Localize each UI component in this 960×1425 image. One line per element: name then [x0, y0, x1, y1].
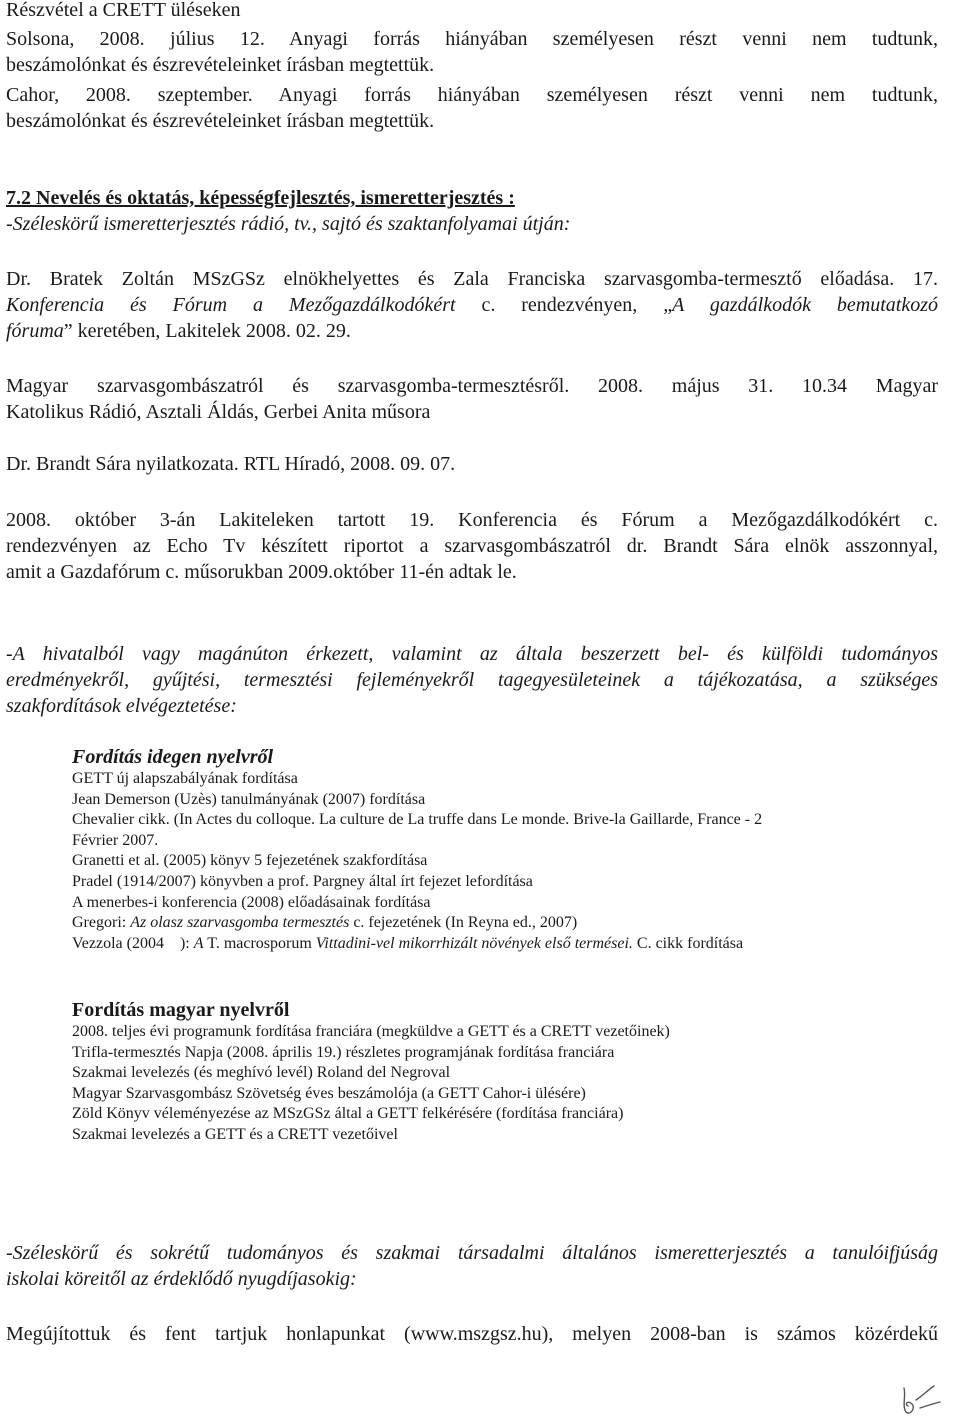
vezzola-label: Vezzola (2004 ): [72, 934, 194, 952]
bratek-line-1: Dr. Bratek Zoltán MSzGSz elnökhelyettes és Zala Franciska szarvasgomba-termesztő előadása. 17. [6, 268, 938, 290]
cahor-line-1: Cahor, 2008. szeptember. Anyagi forrás hiányában személyesen részt venni nem tudtunk, [6, 84, 938, 106]
solsona-line-1: Solsona, 2008. július 12. Anyagi forrás hiányában személyesen részt venni nem tudtunk, [6, 28, 938, 50]
list-item-gregori [72, 913, 938, 934]
list-item: Szakmai levelezés a GETT és a CRETT vezetőivel [72, 1125, 398, 1143]
vezzola-species: T. macrosporum [203, 934, 316, 952]
bratek-line-3-text: ” keretében, Lakitelek 2008. 02. 29. [63, 320, 351, 342]
section-7-2-heading: 7.2 Nevelés és oktatás, képességfejlesztés, ismeretterjesztés : [6, 187, 515, 209]
list-item-vezzola [72, 934, 938, 955]
vezzola-title: Vittadini-vel mikorrhizált növények első termései. [315, 934, 633, 952]
brandt-rtl-paragraph [6, 451, 938, 477]
list-item: Chevalier cikk. (In Actes du colloque. La culture de La truffe dans Le monde. Brive-la Gaillarde, France - 2 [72, 811, 763, 829]
bratek-line-3 [6, 318, 938, 344]
echo-line-2: rendezvényen az Echo Tv készített riportot a szarvasgombászatról dr. Brandt Sára elnök asszonnyal, [6, 535, 938, 557]
cahor-line-2: beszámolónkat és észrevételeinket írásban megtettük. [6, 110, 435, 132]
list-item: Février 2007. [72, 831, 159, 849]
katolikus-line-2: Katolikus Rádió, Asztali Áldás, Gerbei Anita műsora [6, 401, 431, 423]
cahor-paragraph [6, 82, 938, 134]
list-item: A menerbes-i konferencia (2008) előadásainak fordítása [72, 893, 431, 911]
katolikus-radio-paragraph [6, 373, 938, 425]
section-7-2-subheading: -Széleskörű ismeretterjesztés rádió, tv., sajtó és szaktanfolyamai útján: [6, 213, 571, 235]
gregori-title: Az olasz szarvasgomba termesztés [130, 914, 350, 932]
signature-icon [890, 1378, 950, 1418]
bratek-line-2 [6, 292, 938, 318]
vezzola-rest: C. cikk fordítása [632, 934, 744, 952]
forum-name-b: fóruma [6, 320, 64, 342]
translation-foreign-title: Fordítás idegen nyelvről [72, 746, 274, 768]
brandt-rtl-line: Dr. Brandt Sára nyilatkozata. RTL Híradó, 2008. 09. 07. [6, 453, 456, 475]
forum-name-a: A gazdálkodók bemutatkozó [672, 294, 938, 316]
official-line-2: eredményekről, gyűjtési, termesztési fejleményekről tagegyesületeinek a tájékozatása, a szükséges [6, 669, 938, 691]
website-paragraph [6, 1321, 938, 1347]
official-travel-paragraph [6, 641, 938, 719]
translation-hungarian-list [72, 998, 938, 1146]
vezzola-article: A [193, 934, 204, 952]
wide-science-line-1: -Széleskörű és sokrétű tudományos és szakmai társadalmi általános ismeretterjesztés a tanulóifjúság [6, 1242, 938, 1264]
official-line-1: -A hivatalból vagy magánúton érkezett, valamint az általa beszerzett bel- és külföldi tudományos [6, 643, 938, 665]
participation-heading: Részvétel a CRETT üléseken [6, 0, 241, 21]
list-item: Pradel (1914/2007) könyvben a prof. Pargney által írt fejezet lefordítása [72, 872, 533, 890]
katolikus-line-1: Magyar szarvasgombászatról és szarvasgomba-termesztésről. 2008. május 31. 10.34 Magyar [6, 375, 938, 397]
echo-line-1: 2008. október 3-án Lakiteleken tartott 19. Konferencia és Fórum a Mezőgazdálkodókért c. [6, 509, 938, 531]
list-item: Szakmai levelezés (és meghívó levél) Roland del Negroval [72, 1064, 451, 1082]
list-item: 2008. teljes évi programunk fordítása franciára (megküldve a GETT és a CRETT vezetőinek) [72, 1023, 670, 1040]
echo-line-3: amit a Gazdafórum c. műsorukban 2009.október 11-én adtak le. [6, 561, 517, 583]
gregori-label: Gregori: [72, 914, 131, 932]
wide-science-line-2: iskolai köreitől az érdeklődő nyugdíjasokig: [6, 1268, 357, 1290]
translation-hungarian-title: Fordítás magyar nyelvről [72, 999, 290, 1021]
official-line-3: szakfordítások elvégeztetése: [6, 695, 237, 717]
echo-tv-paragraph [6, 507, 938, 585]
list-item: GETT új alapszabályának fordítása [72, 770, 298, 787]
website-line: Megújítottuk és fent tartjuk honlapunkat (www.mszgsz.hu), melyen 2008-ban is számos közérdekű [6, 1323, 938, 1345]
gregori-rest: c. fejezetének (In Reyna ed., 2007) [349, 914, 578, 932]
section-7-2 [6, 185, 938, 237]
translation-foreign-list [72, 745, 938, 954]
bratek-paragraph [6, 266, 938, 344]
list-item: Granetti et al. (2005) könyv 5 fejezetének szakfordítása [72, 852, 428, 870]
list-item: Zöld Könyv véleményezése az MSzGSz által a GETT felkérésére (fordítása franciára) [72, 1105, 624, 1123]
bratek-line-2-text: c. rendezvényen, „ [455, 294, 673, 316]
list-item: Jean Demerson (Uzès) tanulmányának (2007) fordítása [72, 790, 426, 808]
list-item: Trifla-termesztés Napja (2008. április 19.) részletes programjának fordítása franciára [72, 1043, 615, 1061]
solsona-line-2: beszámolónkat és észrevételeinket írásban megtettük. [6, 54, 435, 76]
conference-name: Konferencia és Fórum a Mezőgazdálkodókért [6, 294, 456, 316]
wide-science-paragraph [6, 1240, 938, 1292]
list-item: Magyar Szarvasgombász Szövetség éves beszámolója (a GETT Cahor-i ülésére) [72, 1084, 586, 1102]
solsona-paragraph [6, 26, 938, 78]
